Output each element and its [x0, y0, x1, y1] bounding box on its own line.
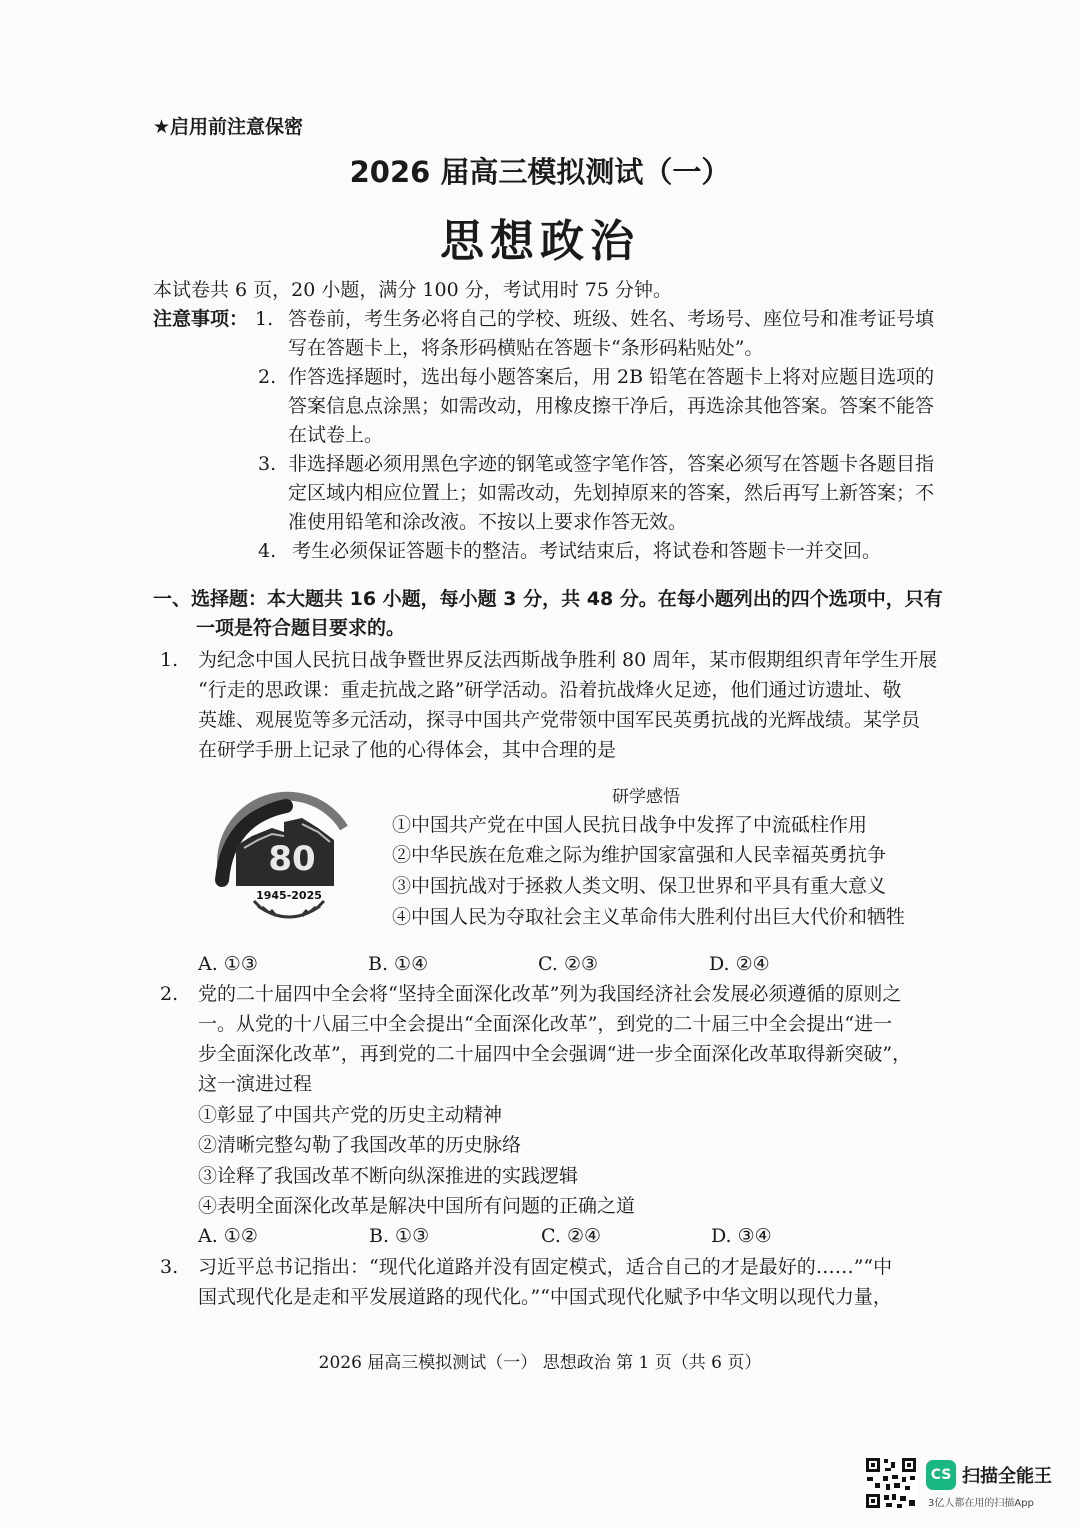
statement-item: ①彰显了中国共产党的历史主动精神: [198, 1104, 503, 1126]
answer-options: [0, 950, 1080, 978]
question-number: 2.: [160, 983, 179, 1005]
question-text: 党的二十届四中全会将“坚持全面深化改革”列为我国经济社会发展必须遵循的原则之: [198, 983, 902, 1005]
scanner-app-name: 扫描全能王: [962, 1466, 1052, 1487]
scanner-app-icon: CS: [926, 1460, 956, 1490]
question-text: 为纪念中国人民抗日战争暨世界反法西斯战争胜利 80 周年，某市假期组织青年学生开展: [198, 649, 938, 671]
logo-years: 1945-2025: [256, 889, 322, 902]
notice-item-line: 定区域内相应位置上；如需改动，先划掉原来的答案，然后再写上新答案；不: [288, 482, 935, 504]
statement-item: ③诠释了我国改革不断向纵深推进的实践逻辑: [198, 1165, 579, 1187]
question-text: 一。从党的十八届三中全会提出“全面深化改革”，到党的二十届三中全会提出“进一: [198, 1013, 893, 1035]
question-text: 在研学手册上记录了他的心得体会，其中合理的是: [198, 739, 617, 761]
exam-intro: 本试卷共 6 页，20 小题，满分 100 分，考试用时 75 分钟。: [153, 279, 672, 301]
commemoration-logo: [214, 788, 364, 938]
option-b[interactable]: B. ①③: [369, 1225, 430, 1247]
section-heading: 一、选择题：本大题共 16 小题，每小题 3 分，共 48 分。在每小题列出的四个选项中，只有: [153, 588, 943, 610]
option-d[interactable]: D. ③④: [711, 1225, 772, 1247]
option-a[interactable]: A. ①③: [198, 953, 258, 975]
notice-item-line: 答卷前，考生务必将自己的学校、班级、姓名、考场号、座位号和准考证号填: [288, 308, 935, 330]
scanner-app-slogan: 3亿人都在用的扫描App: [928, 1498, 1034, 1509]
logo-number: 80: [268, 839, 316, 879]
statement-item: ②中华民族在危难之际为维护国家富强和人民幸福英勇抗争: [392, 844, 887, 866]
qr-code: [864, 1456, 918, 1510]
option-c[interactable]: C. ②③: [538, 953, 599, 975]
box-title: 研学感悟: [612, 787, 680, 807]
option-a[interactable]: A. ①②: [198, 1225, 258, 1247]
section-heading: 一项是符合题目要求的。: [196, 617, 406, 639]
option-c[interactable]: C. ②④: [541, 1225, 602, 1247]
confidential-mark: ★启用前注意保密: [153, 116, 304, 138]
notice-item-line: 在试卷上。: [288, 424, 384, 446]
notice-label: 注意事项：: [153, 308, 249, 330]
option-b[interactable]: B. ①④: [368, 953, 429, 975]
question-text: 国式现代化是走和平发展道路的现代化。”“中国式现代化赋予中华文明以现代力量，: [198, 1286, 892, 1308]
notice-item-num: 3.: [258, 453, 277, 475]
page-footer: 2026 届高三模拟测试（一） 思想政治 第 1 页（共 6 页）: [318, 1353, 762, 1373]
exam-title: 2026 届高三模拟测试（一）: [349, 155, 731, 189]
statement-item: ④表明全面深化改革是解决中国所有问题的正确之道: [198, 1195, 636, 1217]
question-text: 英雄、观展览等多元活动，探寻中国共产党带领中国军民英勇抗战的光辉战绩。某学员: [198, 709, 921, 731]
notice-item-line: 准使用铅笔和涂改液。不按以上要求作答无效。: [288, 511, 688, 533]
statement-item: ①中国共产党在中国人民抗日战争中发挥了中流砥柱作用: [392, 814, 868, 836]
notice-item-num: 2.: [258, 366, 277, 388]
answer-options: [0, 1222, 1080, 1250]
notice-item-line: 非选择题必须用黑色字迹的钢笔或签字笔作答，答案必须写在答题卡各题目指: [288, 453, 935, 475]
question-text: “行走的思政课：重走抗战之路”研学活动。沿着抗战烽火足迹，他们通过访遗址、敬: [198, 679, 902, 701]
question-text: 习近平总书记指出：“现代化道路并没有固定模式，适合自己的才是最好的……”“中: [198, 1256, 893, 1278]
notice-item-line: 写在答题卡上，将条形码横贴在答题卡“条形码粘贴处”。: [288, 337, 764, 359]
option-d[interactable]: D. ②④: [709, 953, 770, 975]
statement-item: ④中国人民为夺取社会主义革命伟大胜利付出巨大代价和牺牲: [392, 906, 906, 928]
notice-item-num: 1.: [255, 308, 274, 330]
statement-item: ②清晰完整勾勒了我国改革的历史脉络: [198, 1134, 522, 1156]
notice-item-line: 作答选择题时，选出每小题答案后，用 2B 铅笔在答题卡上将对应题目选项的: [288, 366, 935, 388]
question-text: 这一演进过程: [198, 1073, 313, 1095]
question-text: 步全面深化改革”，再到党的二十届四中全会强调“进一步全面深化改革取得新突破”，: [198, 1043, 912, 1065]
notice-item-line: 答案信息点涂黑；如需改动，用橡皮擦干净后，再选涂其他答案。答案不能答: [288, 395, 935, 417]
subject-title: 思想政治: [440, 216, 640, 267]
question-number: 3.: [160, 1256, 179, 1278]
statement-item: ③中国抗战对于拯救人类文明、保卫世界和平具有重大意义: [392, 875, 887, 897]
question-number: 1.: [160, 649, 179, 671]
notice-item-num: 4.: [258, 540, 277, 562]
notice-item-line: 考生必须保证答题卡的整洁。考试结束后，将试卷和答题卡一并交回。: [292, 540, 882, 562]
